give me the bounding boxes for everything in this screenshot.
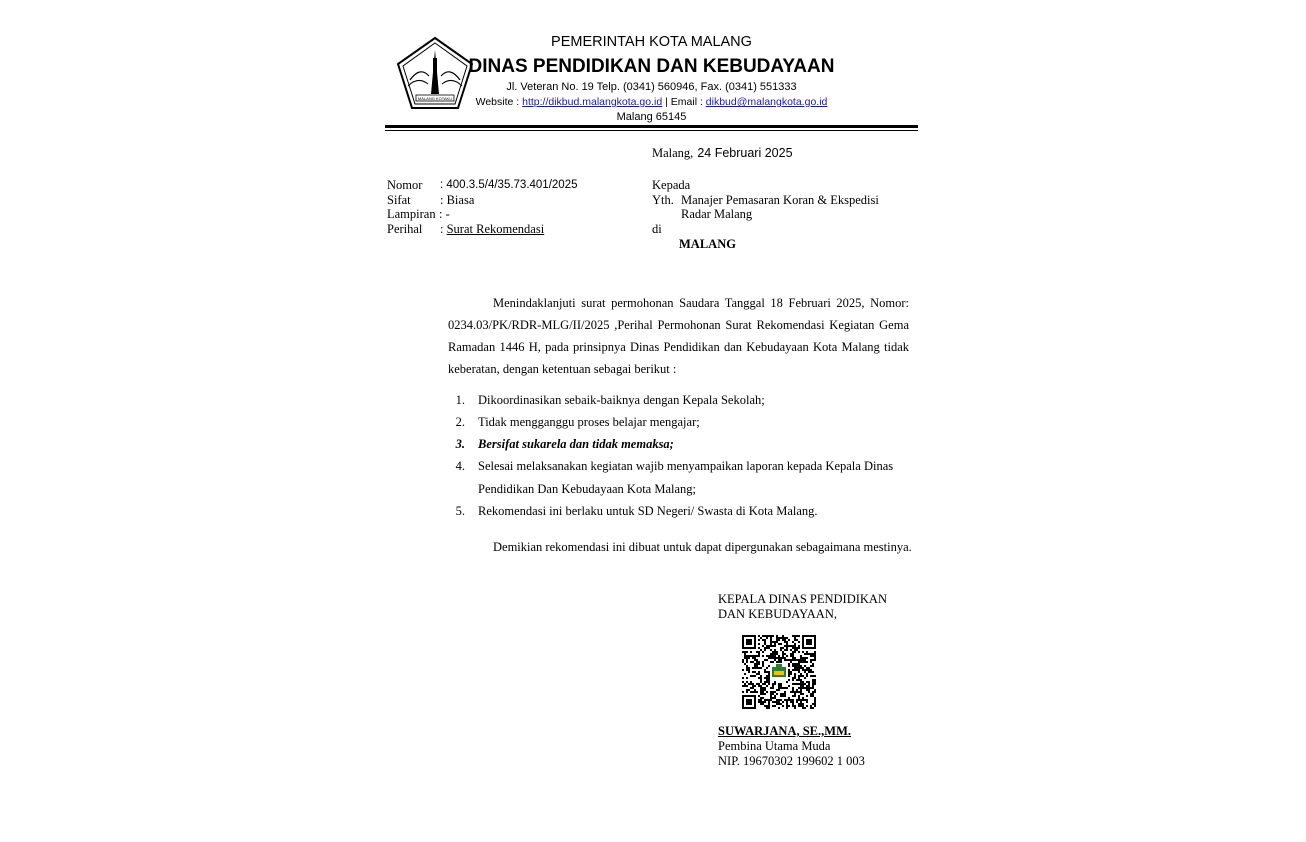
website-label: Website :: [475, 96, 523, 108]
recipient-di: di: [652, 222, 662, 236]
header-postal: Malang 65145: [616, 111, 687, 123]
email-label: Email :: [670, 96, 706, 108]
header-contact: [335, 96, 968, 108]
letter-date: [652, 144, 793, 162]
body-line-1: Menindaklanjuti surat permohonan Saudara Tanggal 18 Februari 2025, Nomor:: [493, 296, 909, 310]
header-divider-thin: [385, 130, 918, 131]
website-link[interactable]: http://dikbud.malangkota.go.id: [522, 96, 663, 108]
signatory-nip: NIP. 19670302 199602 1 003: [718, 754, 865, 768]
perihal-colon: :: [440, 222, 447, 236]
qr-code-signature: [742, 635, 816, 709]
lampiran-value: : -: [439, 207, 450, 221]
email-link[interactable]: dikbud@malangkota.go.id: [705, 96, 828, 108]
list-item-1-text: Dikoordinasikan sebaik-baiknya dengan Kepala Sekolah;: [478, 393, 765, 407]
list-item-5-number: 5.: [455, 504, 465, 518]
signature-title-1: KEPALA DINAS PENDIDIKAN: [718, 592, 887, 606]
lampiran-label: Lampiran: [387, 207, 436, 221]
header-divider-thick: [385, 125, 918, 128]
date-value: 24 Februari 2025: [697, 146, 793, 160]
header-address: Jl. Veteran No. 19 Telp. (0341) 560946, Fax. (0341) 551333: [506, 81, 797, 93]
list-item-5-text: Rekomendasi ini berlaku untuk SD Negeri/ Swasta di Kota Malang.: [478, 504, 818, 518]
recipient-yth: Yth.: [652, 193, 674, 207]
header-government: PEMERINTAH KOTA MALANG: [551, 34, 752, 50]
svg-text:MALANG KOTAKU: MALANG KOTAKU: [417, 96, 453, 101]
separator: |: [662, 96, 671, 108]
signatory-name: SUWARJANA, SE.,MM.: [718, 724, 851, 738]
list-item-2-text: Tidak mengganggu proses belajar mengajar;: [478, 415, 700, 429]
place: Malang,: [652, 146, 694, 160]
sifat-value: : Biasa: [440, 193, 475, 207]
list-item-3-text: Bersifat sukarela dan tidak memaksa;: [478, 437, 674, 451]
recipient-name-line1: Manajer Pemasaran Koran & Ekspedisi: [681, 193, 879, 207]
recipient-name-line2: Radar Malang: [681, 207, 753, 221]
recipient-city: MALANG: [679, 237, 736, 251]
header-agency: DINAS PENDIDIKAN DAN KEBUDAYAAN: [468, 56, 835, 77]
perihal-row: [440, 222, 544, 237]
nomor-label: Nomor: [387, 178, 423, 192]
list-item-2-number: 2.: [455, 415, 465, 429]
signature-title-2: DAN KEBUDAYAAN,: [718, 607, 837, 621]
list-item-4-text: Selesai melaksanakan kegiatan wajib menyampaikan laporan kepada Kepala Dinas: [478, 459, 894, 473]
body-line-2: 0234.03/PK/RDR-MLG/II/2025 ,Perihal Permohonan Surat Rekomendasi Kegiatan Gema: [448, 318, 909, 332]
signatory-rank: Pembina Utama Muda: [718, 739, 831, 753]
list-item-4-text-cont: Pendidikan Dan Kebudayaan Kota Malang;: [478, 482, 696, 496]
perihal-value: Surat Rekomendasi: [446, 222, 545, 236]
list-item-1-number: 1.: [455, 393, 465, 407]
recipient-kepada: Kepada: [652, 178, 691, 192]
sifat-label: Sifat: [387, 193, 411, 207]
closing-paragraph: Demikian rekomendasi ini dibuat untuk dapat dipergunakan sebagaimana mestinya.: [493, 540, 912, 554]
perihal-label: Perihal: [387, 222, 423, 236]
body-line-3: Ramadan 1446 H, pada prinsipnya Dinas Pendidikan dan Kebudayaan Kota Malang tidak: [448, 340, 909, 354]
list-item-3-number: 3.: [455, 437, 465, 451]
body-line-4: keberatan, dengan ketentuan sebagai berikut :: [448, 362, 677, 376]
list-item-4-number: 4.: [455, 459, 465, 473]
nomor-value: : 400.3.5/4/35.73.401/2025: [440, 179, 578, 191]
